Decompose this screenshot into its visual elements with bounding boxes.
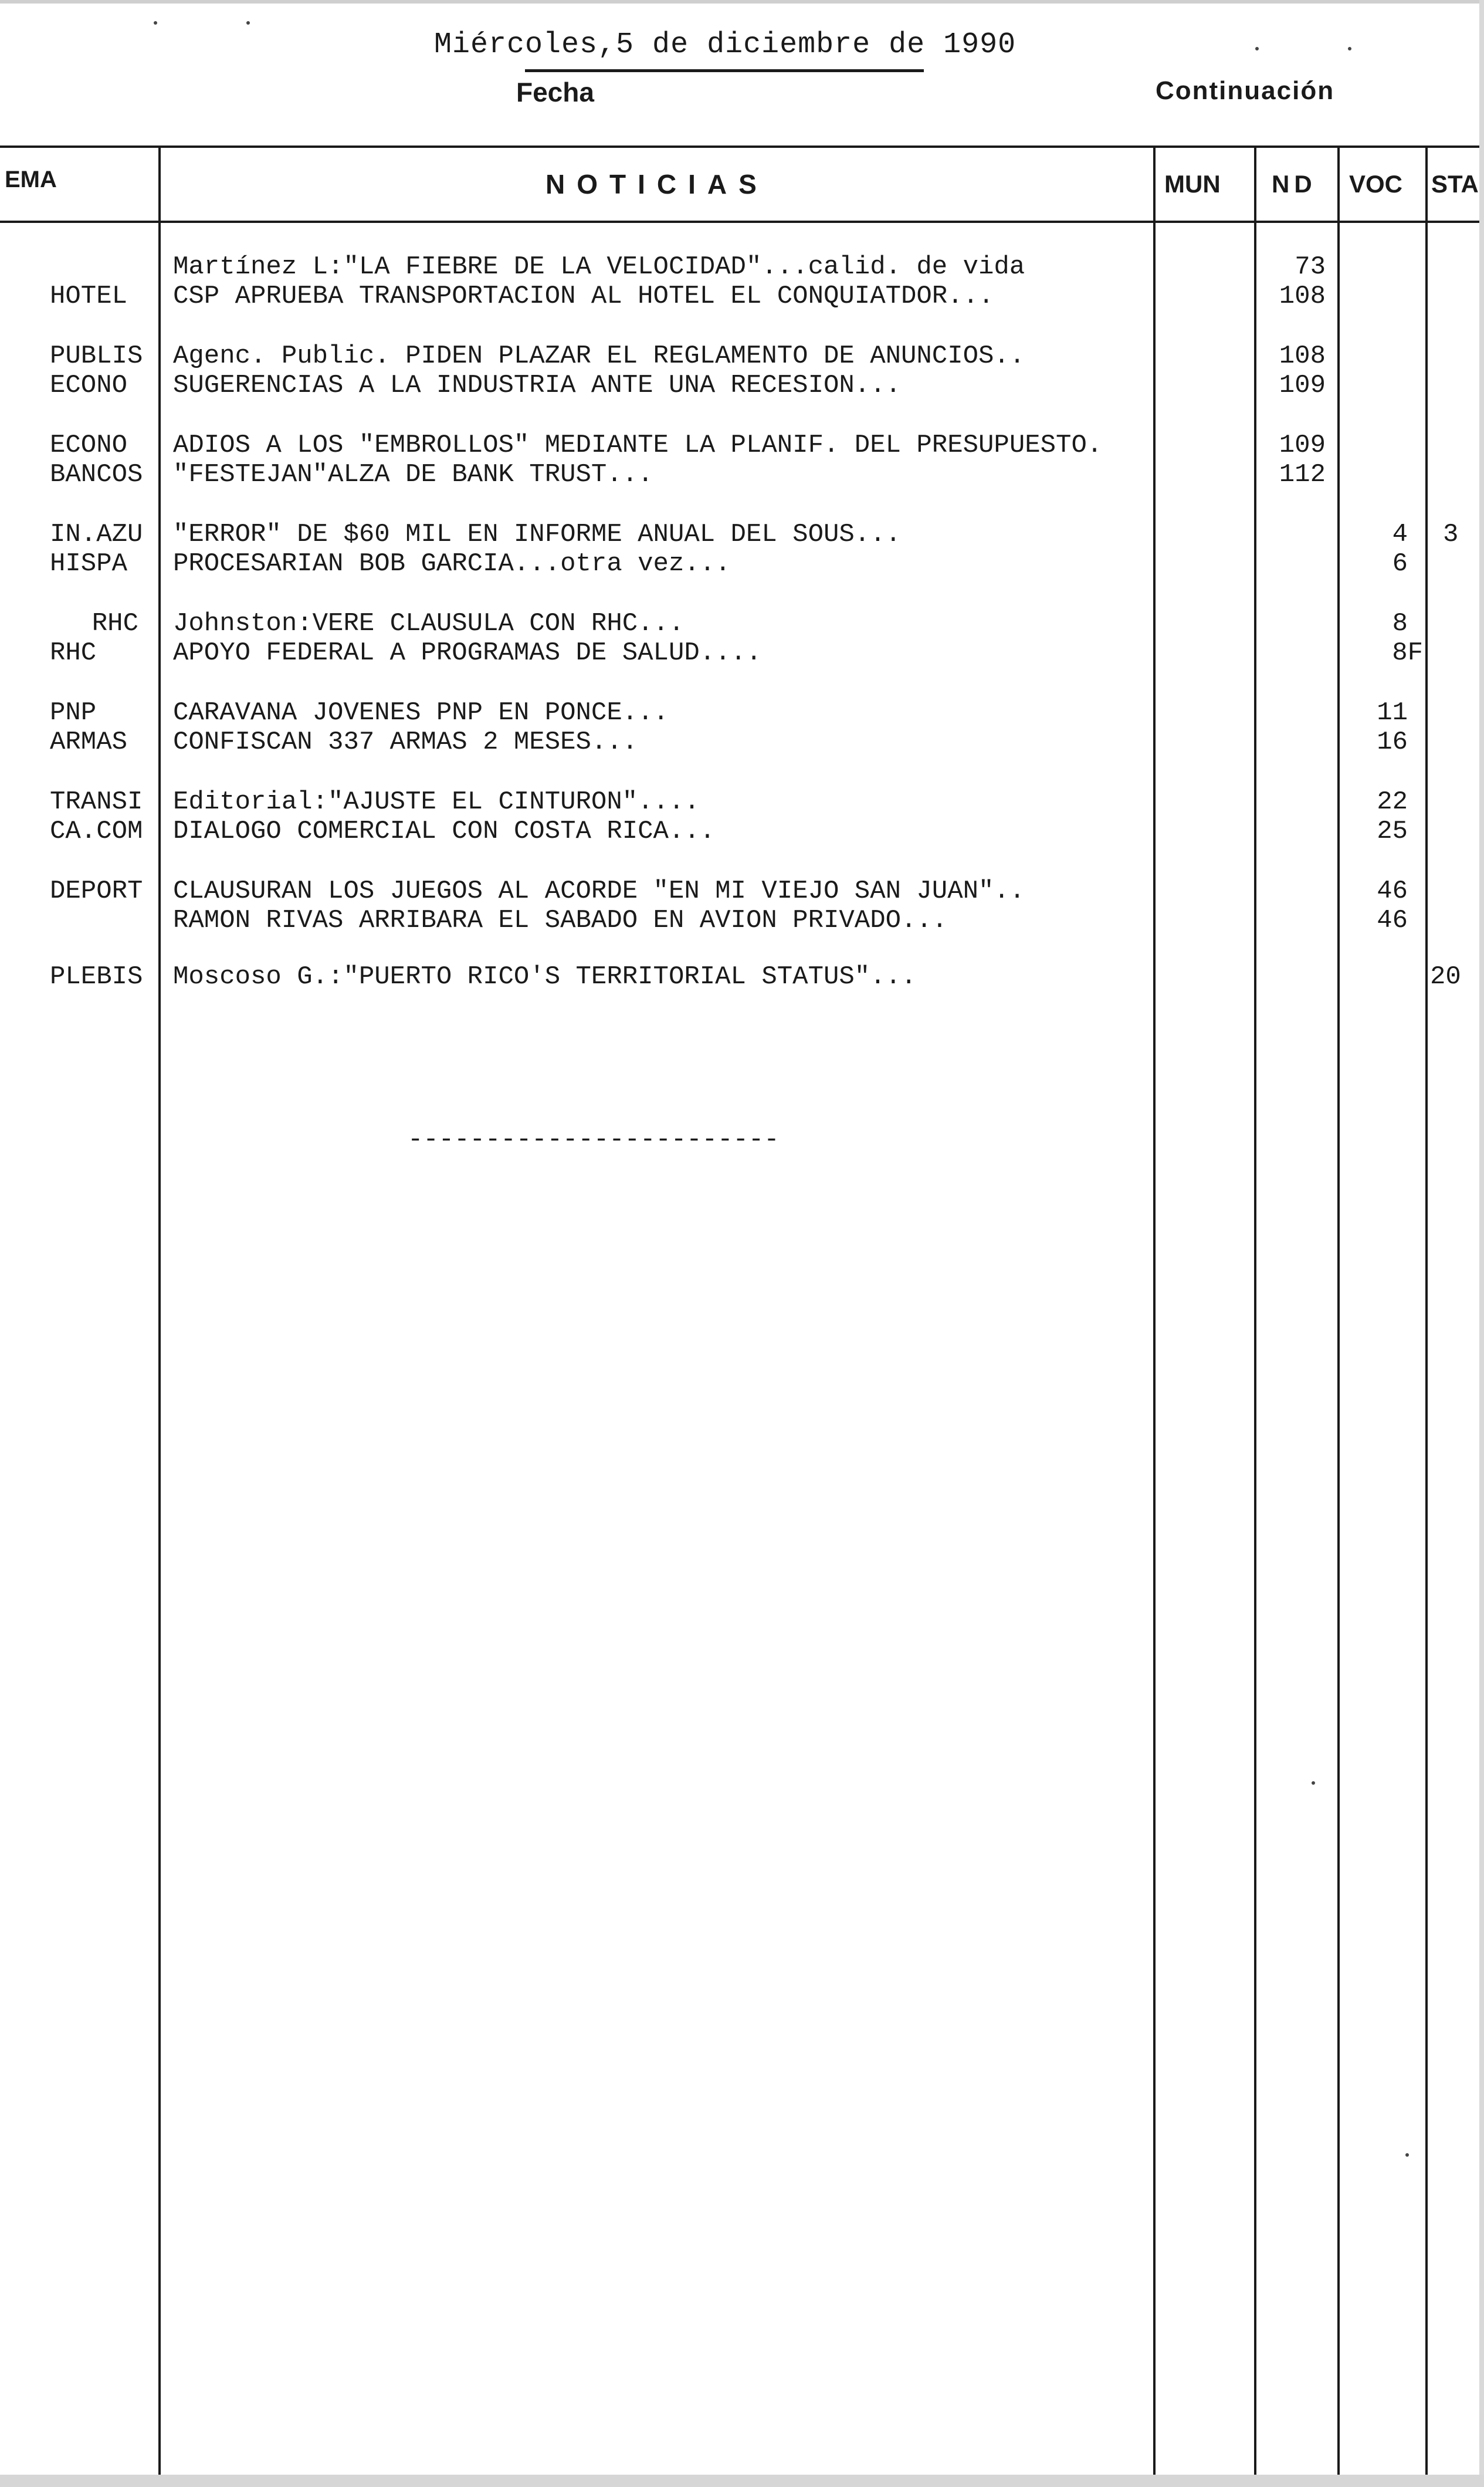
scan-speck (1312, 1781, 1315, 1785)
column-header-noticias: NOTICIAS (546, 169, 768, 199)
tema-label: PLEBIS (50, 962, 143, 992)
tema-label: PNP (50, 698, 97, 728)
news-headline: Johnston:VERE CLAUSULA CON RHC... (173, 609, 685, 638)
news-headline: CARAVANA JOVENES PNP EN PONCE... (173, 698, 669, 728)
voc-page: 46 (1377, 906, 1408, 935)
news-headline: APOYO FEDERAL A PROGRAMAS DE SALUD.... (173, 638, 762, 668)
news-headline: PROCESARIAN BOB GARCIA...otra vez... (173, 549, 731, 578)
column-divider-tema (158, 148, 161, 2475)
news-headline: SUGERENCIAS A LA INDUSTRIA ANTE UNA RECESION... (173, 371, 902, 400)
table-header-rule (0, 221, 1479, 223)
tema-label: ECONO (50, 431, 128, 460)
page-edge-right (1479, 0, 1484, 2487)
sta-page: 3 (1443, 520, 1459, 549)
voc-page: 6 (1392, 549, 1408, 578)
scan-speck (1348, 47, 1351, 50)
tema-label: ECONO (50, 371, 128, 400)
nd-page: 73 (1295, 252, 1326, 282)
tema-label: IN.AZU (50, 520, 143, 549)
table-top-rule (0, 146, 1479, 148)
tema-label: RHC (50, 638, 97, 668)
tema-label: TRANSI (50, 787, 143, 817)
column-header-mun: MUN (1164, 170, 1221, 198)
column-header-tema: EMA (5, 167, 57, 192)
column-divider-nd (1337, 148, 1340, 2475)
tema-label: HOTEL (50, 282, 128, 311)
scan-speck (1405, 2153, 1409, 2157)
voc-page: 8 (1392, 609, 1408, 638)
news-headline: ADIOS A LOS "EMBROLLOS" MEDIANTE LA PLANIF. DEL PRESUPUESTO. (173, 431, 1103, 460)
sta-page: 20 (1430, 962, 1461, 992)
nd-page: 108 (1279, 341, 1326, 371)
column-divider-mun (1254, 148, 1256, 2475)
voc-page: 11 (1377, 698, 1408, 728)
page-edge-bottom (0, 2475, 1484, 2487)
tema-label: PUBLIS (50, 341, 143, 371)
column-header-nd: ND (1272, 170, 1317, 198)
news-headline: "FESTEJAN"ALZA DE BANK TRUST... (173, 460, 653, 489)
column-divider-noticias (1153, 148, 1156, 2475)
scan-speck (1255, 47, 1259, 50)
news-headline: RAMON RIVAS ARRIBARA EL SABADO EN AVION PRIVADO... (173, 906, 948, 935)
news-headline: Editorial:"AJUSTE EL CINTURON".... (173, 787, 700, 817)
news-headline: CONFISCAN 337 ARMAS 2 MESES... (173, 728, 638, 757)
continuacion-label: Continuación (1156, 76, 1335, 105)
tema-label: RHC (92, 609, 138, 638)
report-date: Miércoles,5 de diciembre de 1990 (434, 28, 1017, 62)
column-header-sta: STA (1431, 170, 1479, 198)
date-underline (525, 69, 924, 72)
nd-page: 109 (1279, 371, 1326, 400)
tema-label: ARMAS (50, 728, 128, 757)
tema-label: BANCOS (50, 460, 143, 489)
voc-page: 8F (1392, 638, 1423, 668)
voc-page: 22 (1377, 787, 1408, 817)
column-divider-voc (1425, 148, 1428, 2475)
news-headline: Martínez L:"LA FIEBRE DE LA VELOCIDAD"...calid. de vida (173, 252, 1025, 282)
end-of-list-rule: ------------------------ (408, 1125, 780, 1155)
voc-page: 4 (1392, 520, 1408, 549)
news-headline: Moscoso G.:"PUERTO RICO'S TERRITORIAL STATUS"... (173, 962, 917, 992)
column-header-voc: VOC (1349, 170, 1403, 198)
tema-label: DEPORT (50, 877, 143, 906)
voc-page: 16 (1377, 728, 1408, 757)
news-headline: CSP APRUEBA TRANSPORTACION AL HOTEL EL CONQUIATDOR... (173, 282, 994, 311)
scan-speck (154, 21, 157, 25)
news-headline: Agenc. Public. PIDEN PLAZAR EL REGLAMENTO DE ANUNCIOS.. (173, 341, 1025, 371)
news-headline: "ERROR" DE $60 MIL EN INFORME ANUAL DEL SOUS... (173, 520, 902, 549)
tema-label: HISPA (50, 549, 128, 578)
fecha-label: Fecha (516, 77, 594, 107)
nd-page: 109 (1279, 431, 1326, 460)
news-headline: CLAUSURAN LOS JUEGOS AL ACORDE "EN MI VIEJO SAN JUAN".. (173, 877, 1025, 906)
scan-speck (246, 21, 250, 25)
tema-label: CA.COM (50, 817, 143, 846)
nd-page: 108 (1279, 282, 1326, 311)
nd-page: 112 (1279, 460, 1326, 489)
page-edge-top (0, 0, 1484, 4)
voc-page: 46 (1377, 877, 1408, 906)
news-headline: DIALOGO COMERCIAL CON COSTA RICA... (173, 817, 716, 846)
voc-page: 25 (1377, 817, 1408, 846)
